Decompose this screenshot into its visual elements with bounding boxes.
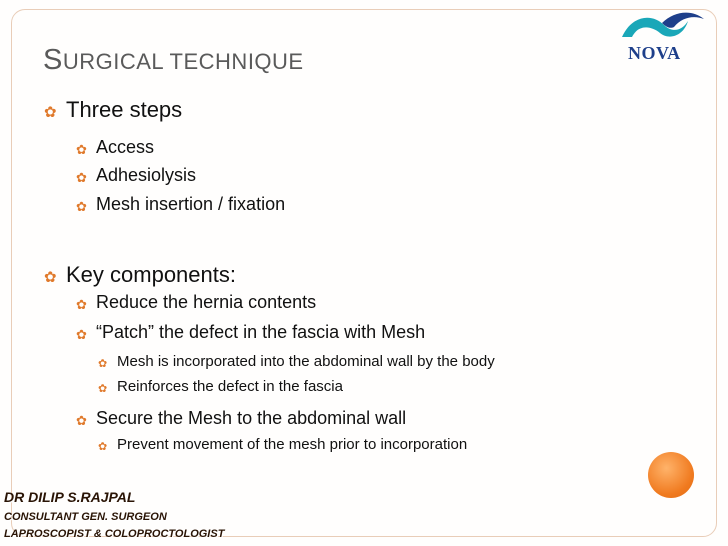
bullet-text: Secure the Mesh to the abdominal wall bbox=[96, 408, 407, 428]
bullet-marker-icon: ✿ bbox=[76, 412, 87, 428]
bullet-text: “Patch” the defect in the fascia with Mesh bbox=[96, 322, 426, 342]
nova-logo-text: NOVA bbox=[628, 43, 681, 63]
bullet-text: Reinforces the defect in the fascia bbox=[117, 378, 343, 395]
bullet-text: Adhesiolysis bbox=[96, 165, 197, 185]
signature-title: CONSULTANT GEN. SURGEON bbox=[4, 511, 167, 523]
bullet-marker-icon: ✿ bbox=[44, 268, 57, 286]
bullet-marker-icon: ✿ bbox=[44, 103, 57, 121]
bullet-marker-icon: ✿ bbox=[76, 198, 87, 214]
signature-specialty: LAPROSCOPIST & COLOPROCTOLOGIST bbox=[4, 528, 225, 540]
bullet-text: Access bbox=[96, 137, 155, 157]
bullet-text: Mesh insertion / fixation bbox=[96, 194, 286, 214]
bullet-marker-icon: ✿ bbox=[76, 326, 87, 342]
bullet-marker-icon: ✿ bbox=[76, 169, 87, 185]
signature-name: DR DILIP S.RAJPAL bbox=[4, 489, 136, 505]
bullet-text: Prevent movement of the mesh prior to incorporation bbox=[117, 436, 468, 453]
bullet-marker-icon: ✿ bbox=[98, 383, 108, 395]
bullet-text: Reduce the hernia contents bbox=[96, 292, 317, 312]
bullet-marker-icon: ✿ bbox=[98, 358, 108, 370]
bullet-text: Mesh is incorporated into the abdominal wall by the body bbox=[117, 353, 495, 370]
bullet-text: Three steps bbox=[66, 97, 183, 122]
bullet-marker-icon: ✿ bbox=[98, 441, 108, 453]
bullet-marker-icon: ✿ bbox=[76, 141, 87, 157]
bullet-text: Key components: bbox=[66, 262, 236, 287]
orange-circle-decoration bbox=[648, 452, 694, 498]
slide-title-text: SURGICAL TECHNIQUE bbox=[43, 44, 304, 76]
bullet-marker-icon: ✿ bbox=[76, 296, 87, 312]
